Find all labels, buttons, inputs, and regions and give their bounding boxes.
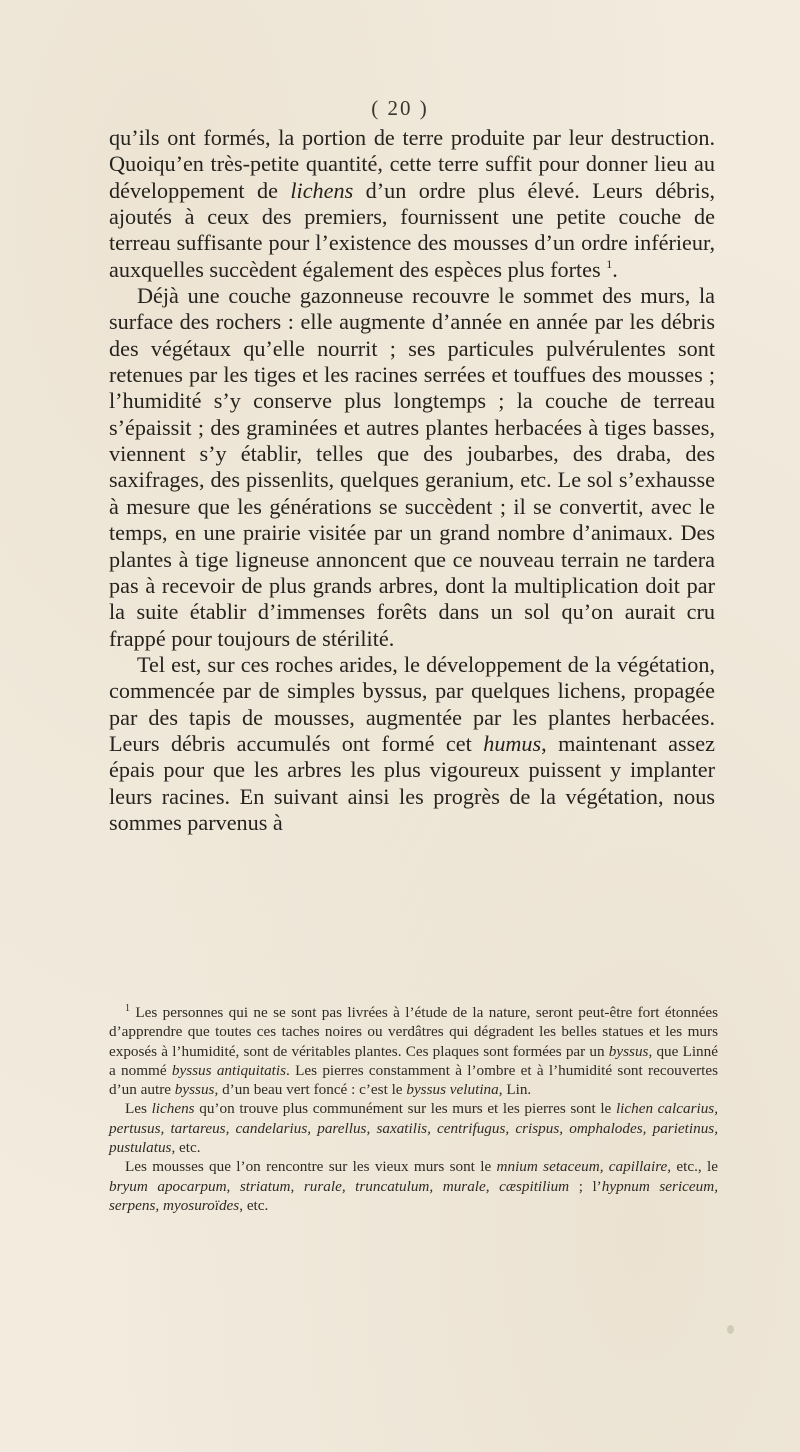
- footnotes: [109, 1003, 718, 1215]
- text-run: Les personnes qui ne se sont pas livrées à l’étude de la nature, seront peut-être fort étonnées d’apprendre que toutes ces taches noires ou verdâtres qui dégradent les belles statues et les murs exposés à l’humidité, sont de véritables plantes. Ces plaques sont formées par un: [109, 1004, 718, 1060]
- italic-term: byssus antiquitatis: [171, 1061, 287, 1079]
- footnote-number: 1: [125, 1003, 130, 1014]
- text-run: , etc., le: [667, 1158, 718, 1176]
- italic-term: lichens: [151, 1100, 195, 1118]
- paragraph-1: [109, 125, 715, 283]
- footnote-mousses: [109, 1157, 718, 1215]
- italic-term: mnium setaceum, capillaire: [496, 1158, 668, 1176]
- paper-stain: [727, 1325, 734, 1334]
- paragraph-3: [109, 652, 715, 836]
- italic-term: lichen calcarius, pertusus, tartareus, candelarius, parellus, saxatilis, centrifugus, crispus, omphalodes, parietinus, pustulatus: [109, 1100, 719, 1157]
- footnote-marker: 1: [606, 256, 613, 271]
- footnote-lichens: [109, 1099, 718, 1157]
- main-text: [109, 125, 715, 836]
- text-run: Les: [125, 1100, 152, 1118]
- text-run: , Lin.: [498, 1081, 532, 1099]
- text-run: d’un ordre plus élevé. Leurs débris, ajoutés à ceux des premiers, fournissent une petite couche de terreau suffisante pour l’existence des mousses d’un ordre inférieur, auxquelles succèdent également des espèces plus fortes: [109, 177, 715, 282]
- text-run: qu’on trouve plus communément sur les murs et les pierres sont le: [194, 1100, 616, 1118]
- page-number: ( 20 ): [371, 96, 429, 120]
- text-run: ; l’: [569, 1177, 602, 1195]
- text-run: , etc.: [171, 1139, 201, 1157]
- text-run: .: [612, 256, 618, 282]
- italic-term: byssus velutina: [406, 1081, 499, 1099]
- footnote-1: [109, 1003, 718, 1099]
- text-run: , d’un beau vert foncé : c’est le: [214, 1081, 407, 1099]
- italic-term: bryum apocarpum, striatum, rurale, truncatulum, murale, cæspitilium: [109, 1177, 570, 1195]
- text-run: Les mousses que l’on rencontre sur les vieux murs sont le: [125, 1158, 497, 1176]
- text-run: Tel est, sur ces roches arides, le développement de la végétation, commencée par de simples byssus, par quelques lichens, propagée par des tapis de mousses, augmentée par les plantes herbacées. Leurs débris accumulés ont formé cet: [109, 651, 715, 756]
- italic-term: hypnum sericeum, serpens, myosuroïdes: [109, 1177, 718, 1214]
- text-run: , etc.: [239, 1196, 269, 1214]
- italic-term: byssus: [608, 1042, 649, 1060]
- italic-term: byssus: [174, 1081, 215, 1099]
- italic-term: humus: [483, 730, 542, 756]
- text-run: . Les pierres constamment à l’ombre et à l’humidité sont recouvertes d’un autre: [109, 1061, 719, 1099]
- text-run: , que Linné a nommé: [109, 1042, 718, 1079]
- text-run: , maintenant assez épais pour que les arbres les plus vigoureux puissent y implanter leurs racines. En suivant ainsi les progrès de la végétation, nous sommes parvenus à: [109, 730, 715, 835]
- paragraph-2: Déjà une couche gazonneuse recouvre le sommet des murs, la surface des rochers : elle augmente d’année en année par les débris des végétaux qu’elle nourrit ; ses particules pulvérulentes sont retenues par les tiges et les racines serrées et touffues des mousses ; l’humidité s’y conserve plus longtemps ; la couche de terreau s’épaissit ; des graminées et autres plantes herbacées à tiges basses, viennent s’y établir, telles que des joubarbes, des draba, des saxifrages, des pissenlits, quelques geranium, etc. Le sol s’exhausse à mesure que les générations se succèdent ; il se convertit, avec le temps, en une prairie visitée par un grand nombre d’animaux. Des plantes à tige ligneuse annoncent que ce nouveau terrain ne tardera pas à recevoir de plus grands arbres, dont la multiplication doit par la suite établir d’immenses forêts dans un sol qu’on aurait cru frappé pour toujours de stérilité.: [109, 283, 715, 651]
- italic-term: lichens: [290, 177, 354, 203]
- text-run: qu’ils ont formés, la portion de terre produite par leur destruction. Quoiqu’en très-petite quantité, cette terre suffit pour donner lieu au développement de: [109, 125, 715, 203]
